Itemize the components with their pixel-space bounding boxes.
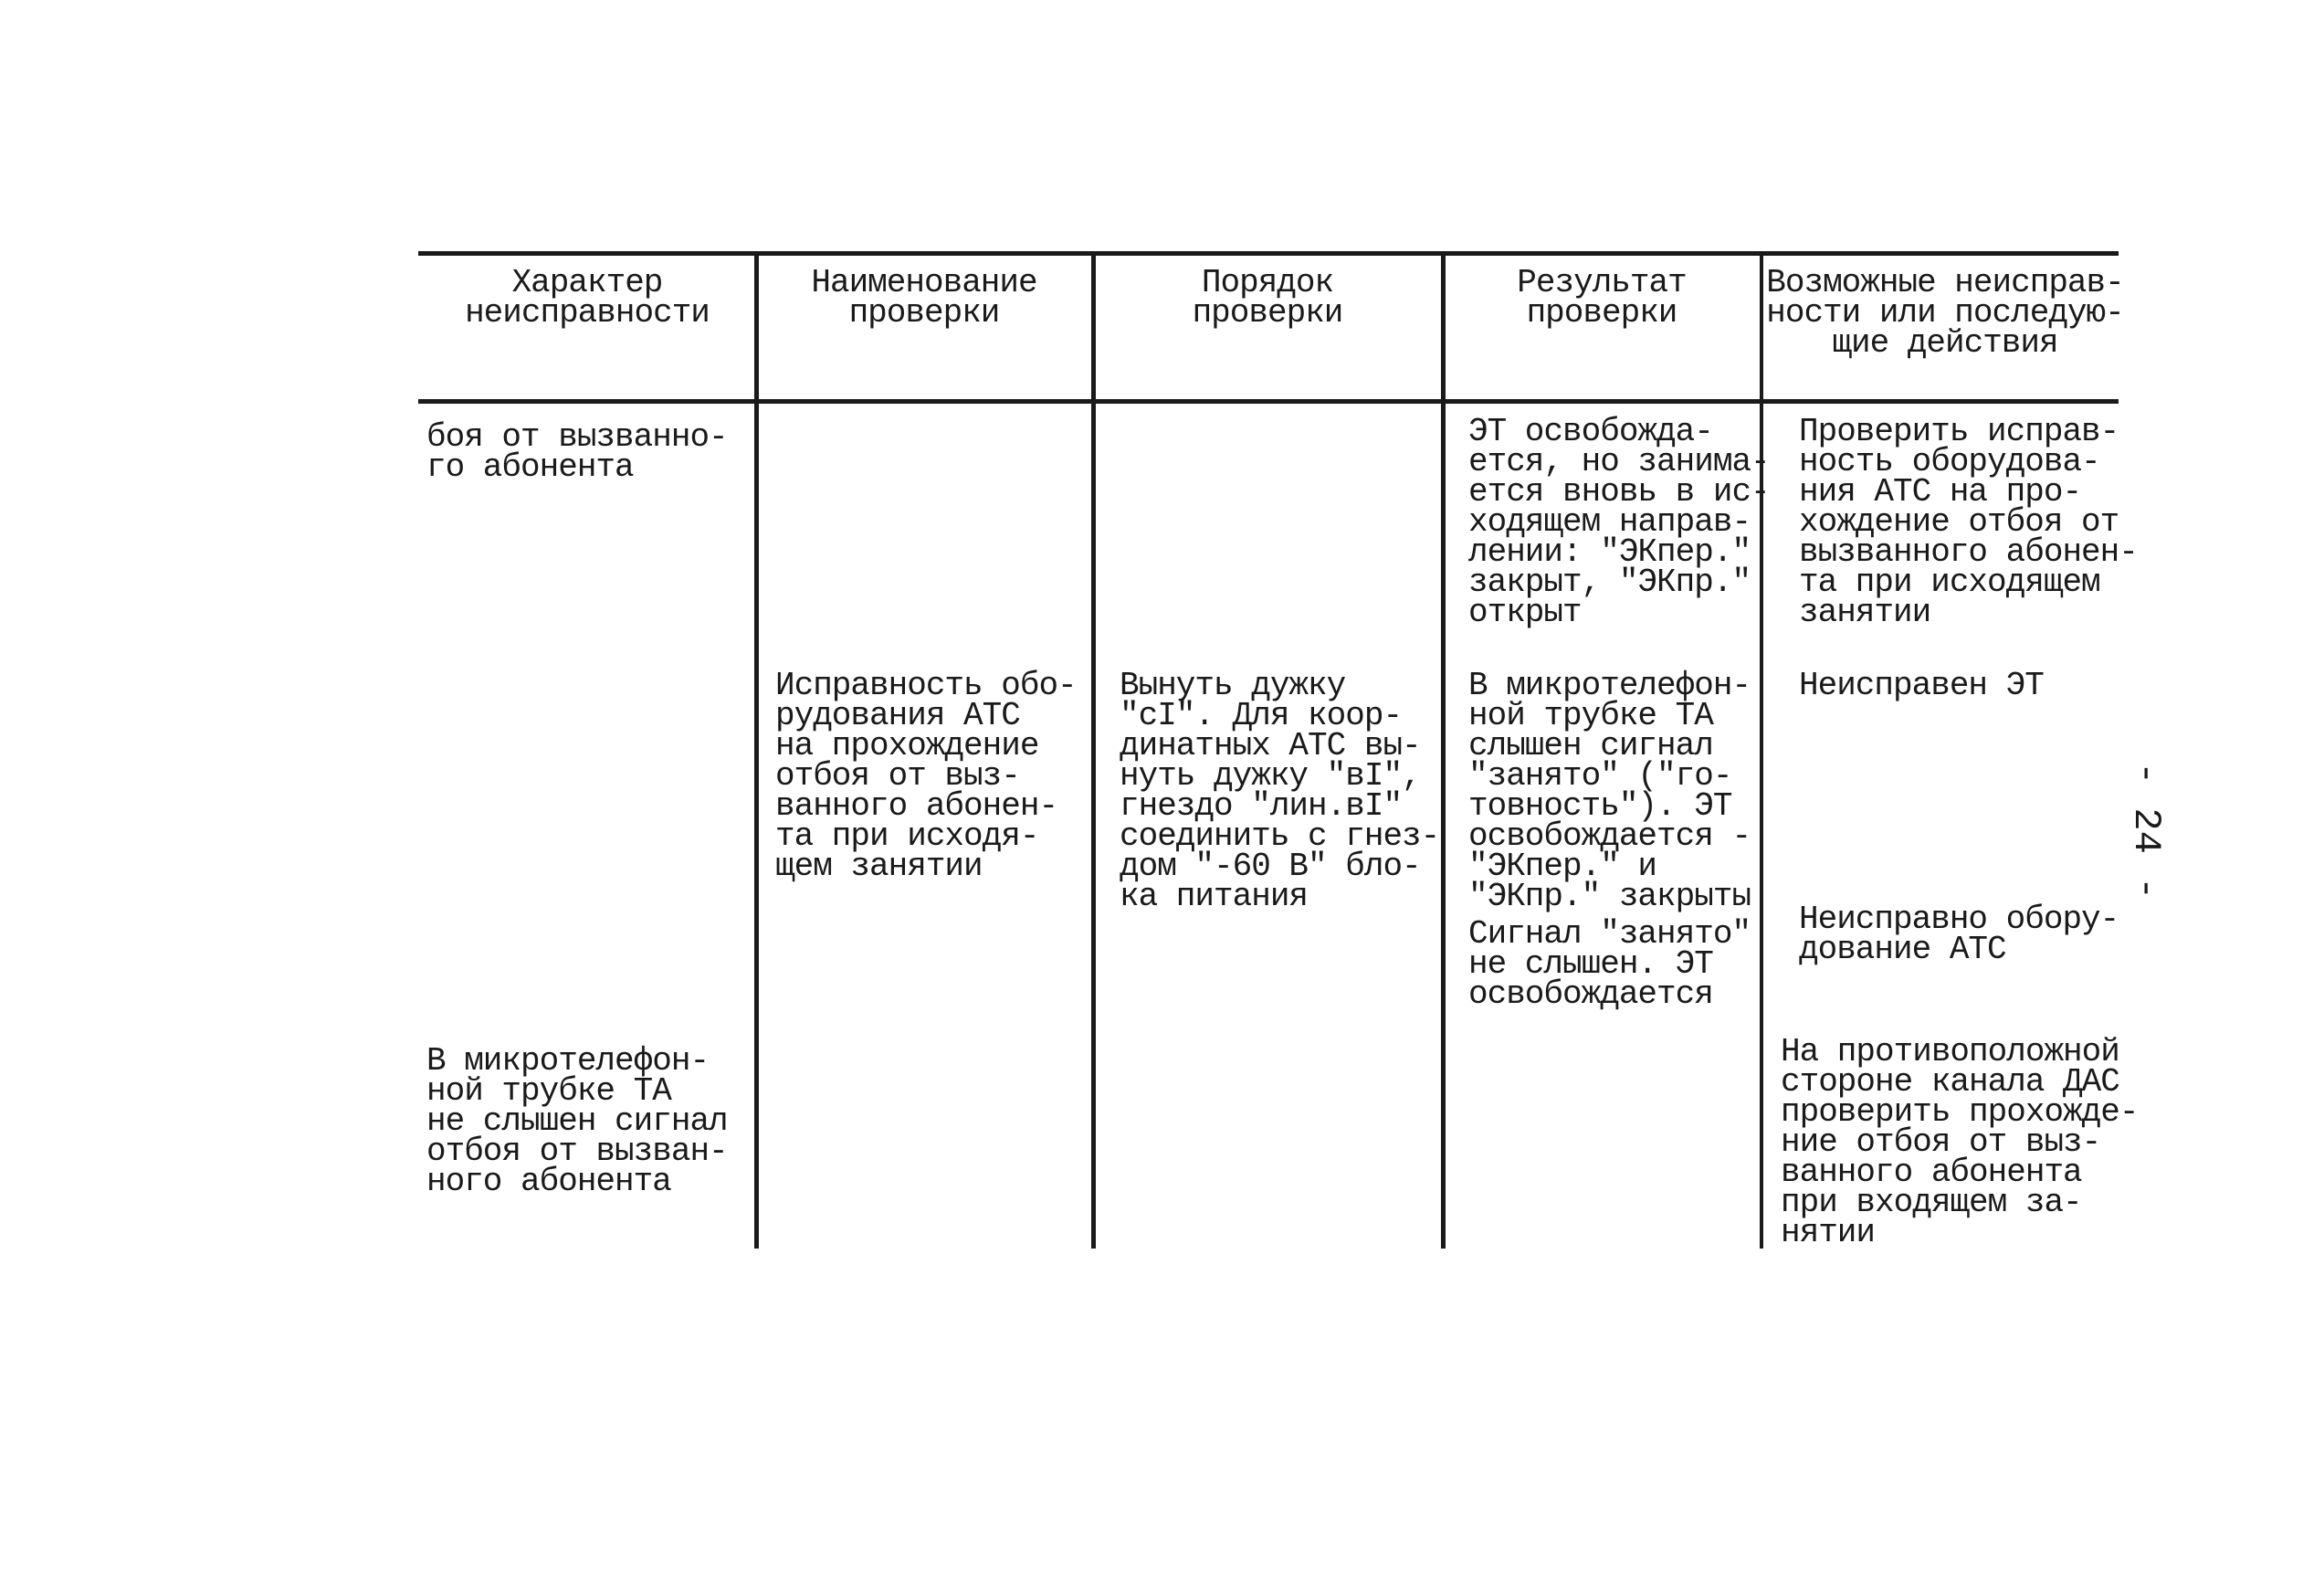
- column-divider-1: [754, 253, 759, 1249]
- cell-fault-continuation: боя от вызванно- го абонента: [426, 418, 728, 486]
- cell-action-et-faulty: Неисправен ЭТ: [1799, 667, 2044, 704]
- cell-action-ats-faulty: Неисправно обору- дование АТС: [1799, 901, 2119, 968]
- cell-result-et-reoccupied: ЭТ освобожда- ется, но занима- ется вновь в ис- ходящем направ- лении: "ЭКпер." закрыт, "ЭКпр." открыт: [1468, 413, 1770, 631]
- cell-action-check-das-channel: На противоположной стороне канала ДАС проверить прохожде- ние отбоя от выз- ванного абонента при входящем за- нятии: [1781, 1033, 2139, 1251]
- cell-fault-no-release-signal: В микротелефон- ной трубке ТА не слышен сигнал отбоя от вызван- ного абонента: [426, 1042, 728, 1200]
- header-fault-character: Характер неисправности: [465, 264, 710, 332]
- cell-result-busy-not-heard: Сигнал "занято" не слышен. ЭТ освобождается: [1468, 915, 1751, 1013]
- cell-action-check-ats: Проверить исправ- ность оборудова- ния АТС на про- хождение отбоя от вызванного абонен- та при исходящем занятии: [1799, 413, 2138, 631]
- column-divider-4: [1760, 253, 1763, 1249]
- column-divider-2: [1091, 253, 1096, 1249]
- header-possible-faults: Возможные неисправ- ности или последую- щие действия: [1766, 264, 2124, 362]
- header-check-result: Результат проверки: [1517, 264, 1687, 332]
- header-bottom-rule: [418, 399, 2119, 404]
- table-top-rule: [418, 251, 2119, 256]
- column-divider-3: [1441, 253, 1446, 1249]
- header-check-name: Наименование проверки: [811, 264, 1037, 332]
- cell-result-busy-signal-heard: В микротелефон- ной трубке ТА слышен сигнал "занято" ("го- товность"). ЭТ освобождается - "ЭКпер." и "ЭКпр." закрыты: [1468, 667, 1751, 915]
- header-check-procedure: Порядок проверки: [1192, 264, 1343, 332]
- cell-procedure-remove-link: Вынуть дужку "сI". Для коор- динатных АТС вы- нуть дужку "вI", гнездо "лин.вI" соединить с гнез- дом "-60 В" бло- ка питания: [1120, 667, 1440, 915]
- page-number: - 24 -: [2124, 762, 2168, 901]
- cell-check-ats-equipment: Исправность обо- рудования АТС на прохождение отбоя от выз- ванного абонен- та при исходя- щем занятии: [775, 667, 1077, 885]
